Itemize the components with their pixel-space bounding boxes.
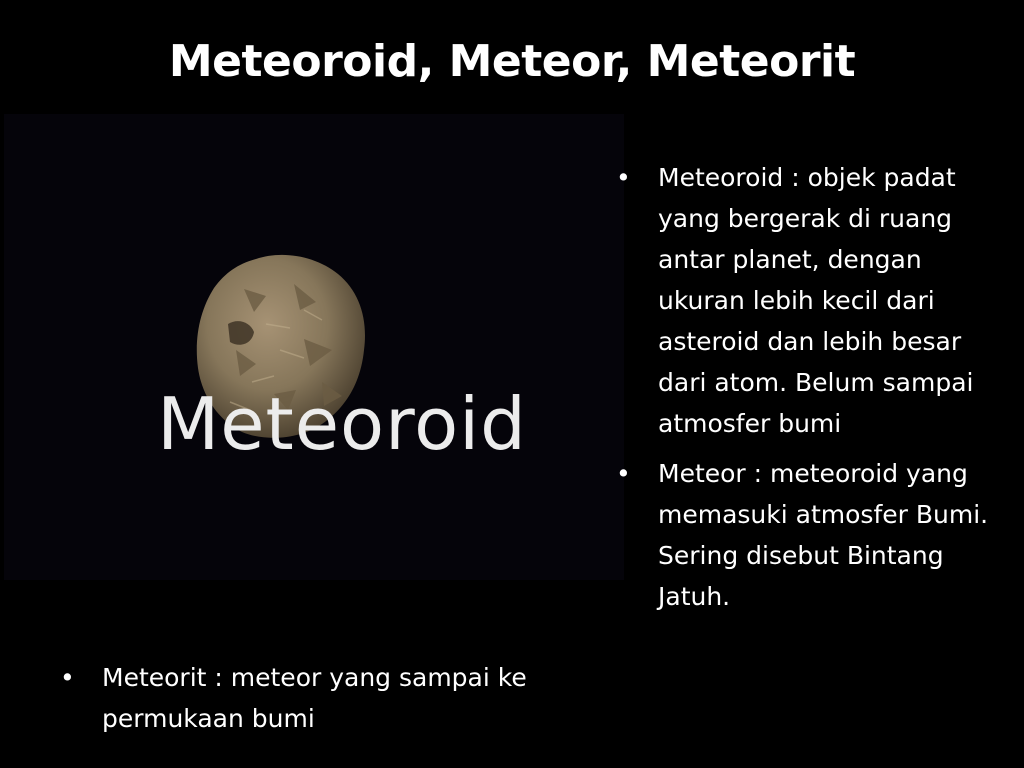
bullet-item-meteoroid <box>616 157 996 444</box>
left-bullet-list <box>60 657 600 739</box>
slide-title: Meteoroid, Meteor, Meteorit <box>168 36 856 87</box>
image-caption: Meteoroid <box>157 382 527 466</box>
bullet-icon: • <box>60 663 75 692</box>
bullet-item-meteorit <box>60 657 600 739</box>
right-bullet-list <box>616 157 996 626</box>
bullet-icon: • <box>616 163 631 192</box>
bullet-text: Meteoroid : objek padat yang bergerak di ruang antar planet, dengan ukuran lebih kecil dari asteroid dan lebih besar dari atom. Belum sampai atmosfer bumi <box>658 163 974 438</box>
meteoroid-rock-illustration <box>4 114 624 580</box>
bullet-icon: • <box>616 459 631 488</box>
bullet-item-meteor <box>616 453 996 617</box>
bullet-text: Meteorit : meteor yang sampai ke permukaan bumi <box>102 663 527 733</box>
bullet-text: Meteor : meteoroid yang memasuki atmosfer Bumi. Sering disebut Bintang Jatuh. <box>658 459 989 611</box>
meteoroid-image <box>4 114 624 580</box>
